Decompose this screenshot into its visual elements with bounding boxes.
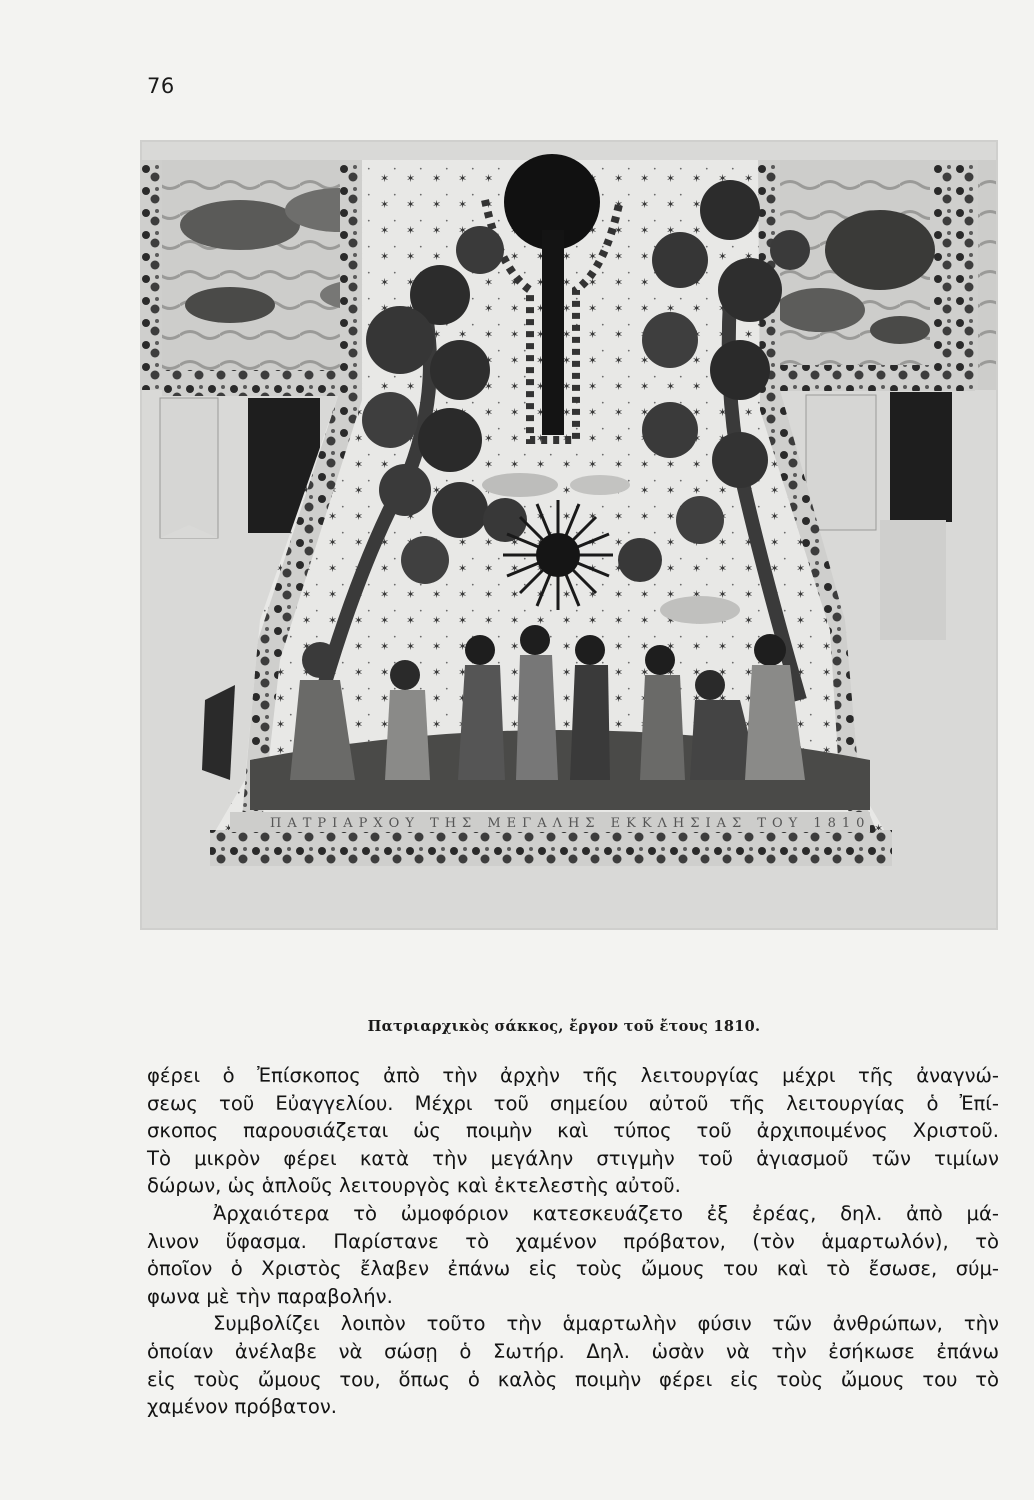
text-line: φέρει ὁ Ἐπίσκοπος ἀπὸ τὴν ἀρχὴν τῆς λειτουργίας μέχρι τῆς ἀναγνώ- xyxy=(147,1064,999,1087)
text-line: ὁποίαν ἀνέλαβε νὰ σώσῃ ὁ Σωτήρ. Δηλ. ὡσὰν νὰ τὴν ἐσήκωσε ἐπάνω xyxy=(147,1339,999,1363)
figure-caption: Πατριαρχικὸς σάκκος, ἔργον τοῦ ἔτους 1810. xyxy=(367,1018,761,1035)
vestment-photograph xyxy=(140,140,998,930)
text-line: χαμένον πρόβατον. xyxy=(147,1395,337,1419)
text-line: Συμβολίζει λοιπὸν τοῦτο τὴν ἁμαρτωλὴν φύσιν τῶν ἀνθρώπων, τὴν xyxy=(213,1312,999,1336)
text-line: φωνα μὲ τὴν παραβολήν. xyxy=(147,1284,393,1308)
paragraph-2 xyxy=(147,1200,999,1310)
body-text xyxy=(147,1062,999,1421)
page-number: 76 xyxy=(147,74,175,98)
text-line: δώρων, ὡς ἁπλοῦς λειτουργὸς καὶ ἐκτελεστὴς αὐτοῦ. xyxy=(147,1174,681,1198)
paragraph-1 xyxy=(147,1062,999,1200)
text-line: εἰς τοὺς ὤμους του, ὅπως ὁ καλὸς ποιμὴν φέρει εἰς τοὺς ὤμους του τὸ xyxy=(147,1367,999,1391)
text-line: Τὸ μικρὸν φέρει κατὰ τὴν μεγάλην στιγμὴν τοῦ ἁγιασμοῦ τῶν τιμίων xyxy=(147,1146,999,1170)
svg-text:ΠΑΤΡΙΑΡΧΟΥ ΤΗΣ ΜΕΓΑΛΗΣ ΕΚΚΛΗΣΙ: ΠΑΤΡΙΑΡΧΟΥ ΤΗΣ ΜΕΓΑΛΗΣ ΕΚΚΛΗΣΙΑΣ ΤΟΥ 1810 xyxy=(270,816,871,831)
text-line: λινον ὕφασμα. Παρίστανε τὸ χαμένον πρόβατον, (τὸν ἁμαρτωλόν), τὸ xyxy=(147,1229,999,1253)
text-line: σεως τοῦ Εὐαγγελίου. Μέχρι τοῦ σημείου αὐτοῦ τῆς λειτουργίας ὁ Ἐπί- xyxy=(147,1091,999,1115)
text-line: ὁποῖον ὁ Χριστὸς ἔλαβεν ἐπάνω εἰς τοὺς ὤμους του καὶ τὸ ἔσωσε, σύμ- xyxy=(147,1257,999,1281)
paragraph-3 xyxy=(147,1310,999,1420)
text-line: σκοπος παρουσιάζεται ὡς ποιμὴν καὶ τύπος τοῦ ἀρχιποιμένος Χριστοῦ. xyxy=(147,1119,999,1143)
text-line: Ἀρχαιότερα τὸ ὠμοφόριον κατεσκευάζετο ἐξ ἐρέας, δηλ. ἀπὸ μά- xyxy=(213,1201,999,1225)
